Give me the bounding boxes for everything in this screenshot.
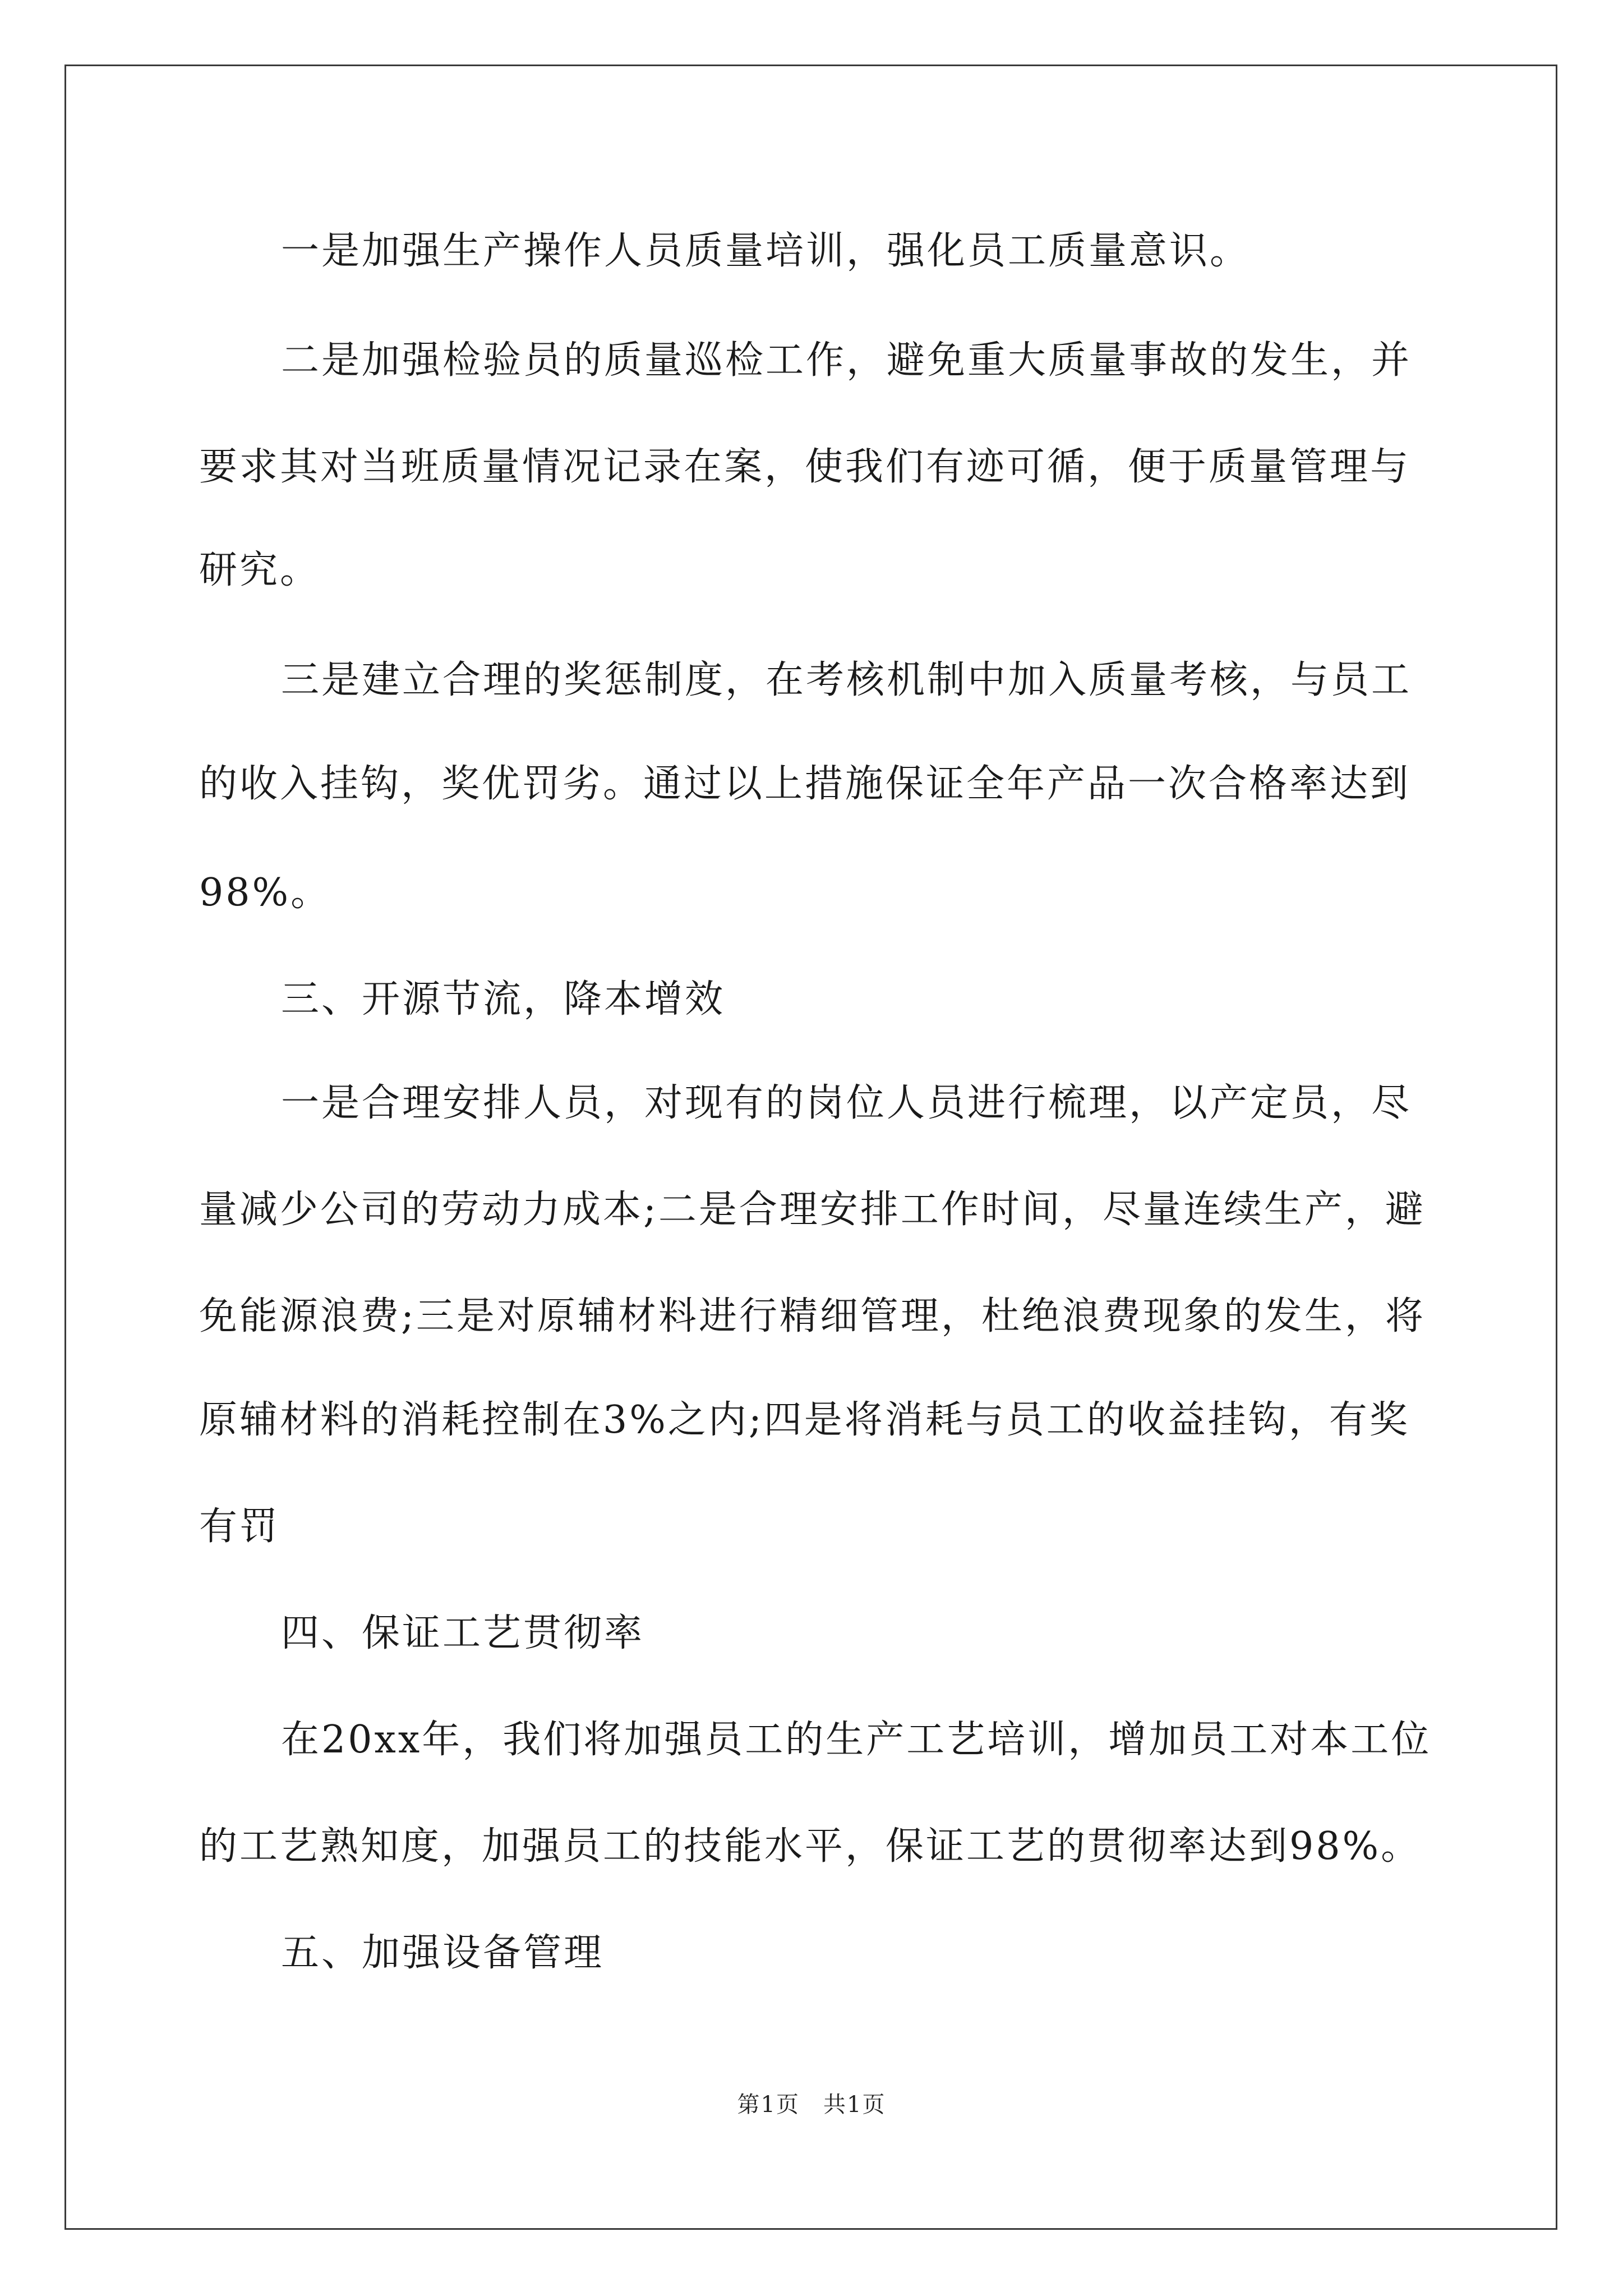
paragraph-line: 一是合理安排人员，对现有的岗位人员进行梳理，以产定员，尽 — [281, 1081, 1412, 1125]
section-heading: 四、保证工艺贯彻率 — [281, 1611, 645, 1655]
paragraph-line: 量减少公司的劳动力成本;二是合理安排工作时间，尽量连续生产，避 — [199, 1188, 1426, 1232]
paragraph-line: 有罚 — [199, 1504, 280, 1549]
page-number-footer: 第1页 共1页 — [737, 2092, 886, 2118]
paragraph-line: 在20xx年，我们将加强员工的生产工艺培训，增加员工对本工位 — [281, 1718, 1432, 1762]
paragraph-line: 研究。 — [199, 548, 321, 592]
paragraph-line: 三是建立合理的奖惩制度，在考核机制中加入质量考核，与员工 — [281, 658, 1412, 702]
paragraph-line: 的收入挂钩，奖优罚劣。通过以上措施保证全年产品一次合格率达到 — [199, 762, 1411, 806]
paragraph-line: 98%。 — [199, 871, 331, 915]
paragraph-line: 原辅材料的消耗控制在3%之内;四是将消耗与员工的收益挂钩，有奖 — [199, 1398, 1410, 1442]
paragraph-line: 免能源浪费;三是对原辅材料进行精细管理，杜绝浪费现象的发生，将 — [199, 1294, 1426, 1338]
paragraph-line: 要求其对当班质量情况记录在案，使我们有迹可循，便于质量管理与 — [199, 445, 1411, 489]
paragraph-line: 的工艺熟知度，加强员工的技能水平，保证工艺的贯彻率达到98%。 — [199, 1824, 1422, 1869]
paragraph-line: 二是加强检验员的质量巡检工作，避免重大质量事故的发生，并 — [281, 338, 1412, 383]
paragraph-line: 一是加强生产操作人员质量培训，强化员工质量意识。 — [281, 229, 1251, 273]
section-heading: 三、开源节流，降本增效 — [281, 977, 726, 1022]
section-heading: 五、加强设备管理 — [281, 1931, 605, 1975]
